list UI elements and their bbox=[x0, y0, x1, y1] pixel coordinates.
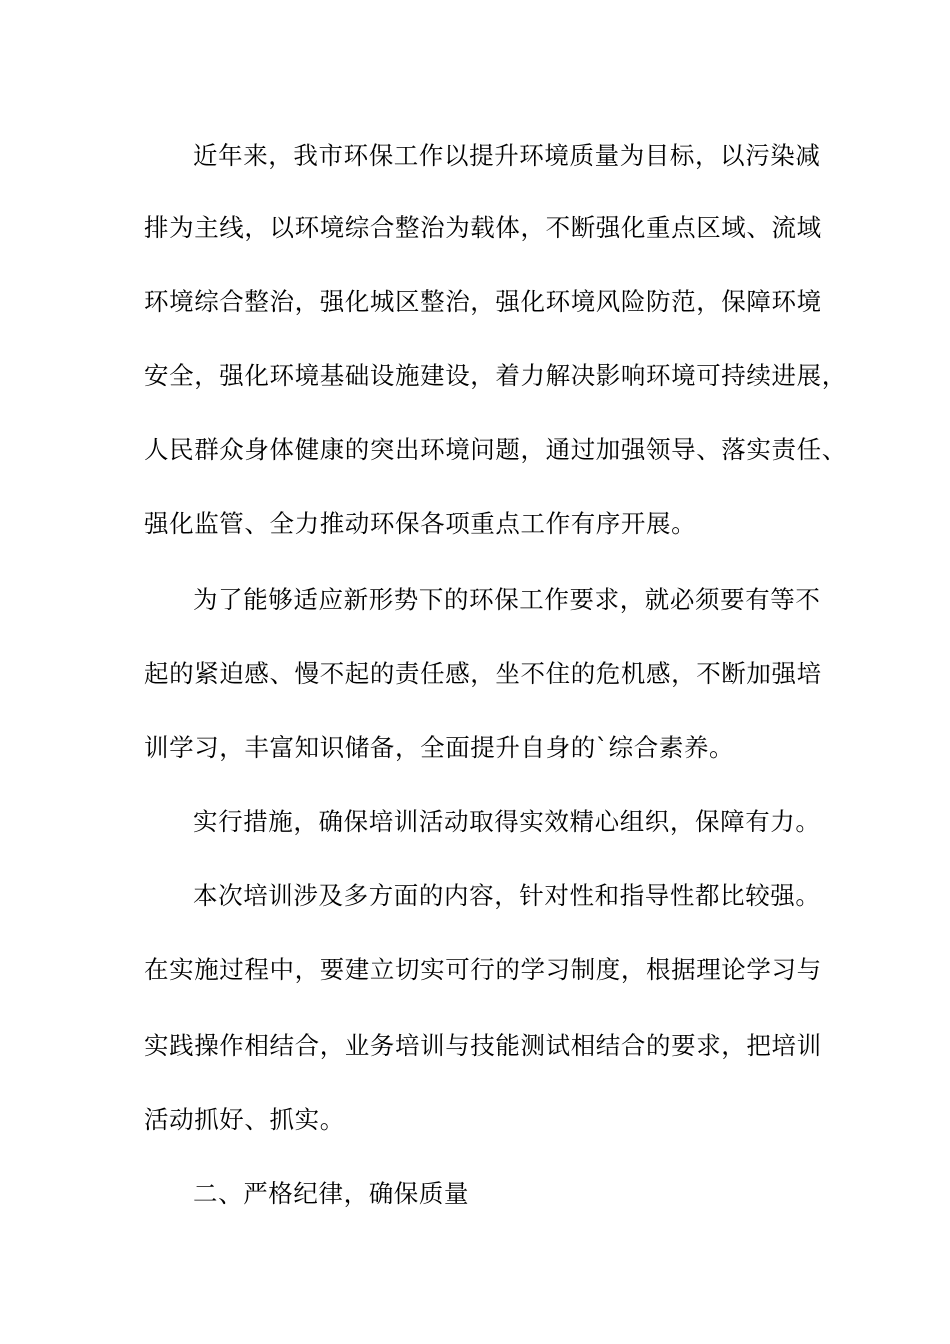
paragraph-4-line-3: 实践操作相结合，业务培训与技能测试相结合的要求，把培训 bbox=[144, 1031, 822, 1060]
paragraph-1-line-4: 安全，强化环境基础设施建设，着力解决影响环境可持续进展， bbox=[144, 361, 847, 390]
paragraph-1-line-2: 排为主线，以环境综合整治为载体，不断强化重点区域、流域 bbox=[144, 213, 822, 242]
paragraph-1-line-3: 环境综合整治，强化城区整治，强化环境风险防范，保障环境 bbox=[144, 287, 822, 316]
paragraph-1-line-5: 人民群众身体健康的突出环境问题，通过加强领导、落实责任、 bbox=[144, 435, 847, 464]
paragraph-2-line-1: 为了能够适应新形势下的环保工作要求，就必须要有等不 bbox=[193, 585, 821, 614]
paragraph-1-line-6: 强化监管、全力推动环保各项重点工作有序开展。 bbox=[144, 509, 697, 538]
paragraph-1-line-1: 近年来，我市环保工作以提升环境质量为目标，以污染减 bbox=[193, 141, 821, 170]
paragraph-3-line-1: 实行措施，确保培训活动取得实效精心组织，保障有力。 bbox=[193, 807, 821, 836]
section-heading: 二、严格纪律，确保质量 bbox=[193, 1179, 470, 1208]
paragraph-2-line-2: 起的紧迫感、慢不起的责任感，坐不住的危机感，不断加强培 bbox=[144, 659, 822, 688]
paragraph-2-line-3: 训学习，丰富知识储备，全面提升自身的`综合素养。 bbox=[144, 733, 735, 762]
paragraph-4-line-2: 在实施过程中，要建立切实可行的学习制度，根据理论学习与 bbox=[144, 955, 822, 984]
paragraph-4-line-1: 本次培训涉及多方面的内容，针对性和指导性都比较强。 bbox=[193, 881, 821, 910]
paragraph-4-line-4: 活动抓好、抓实。 bbox=[144, 1105, 345, 1134]
